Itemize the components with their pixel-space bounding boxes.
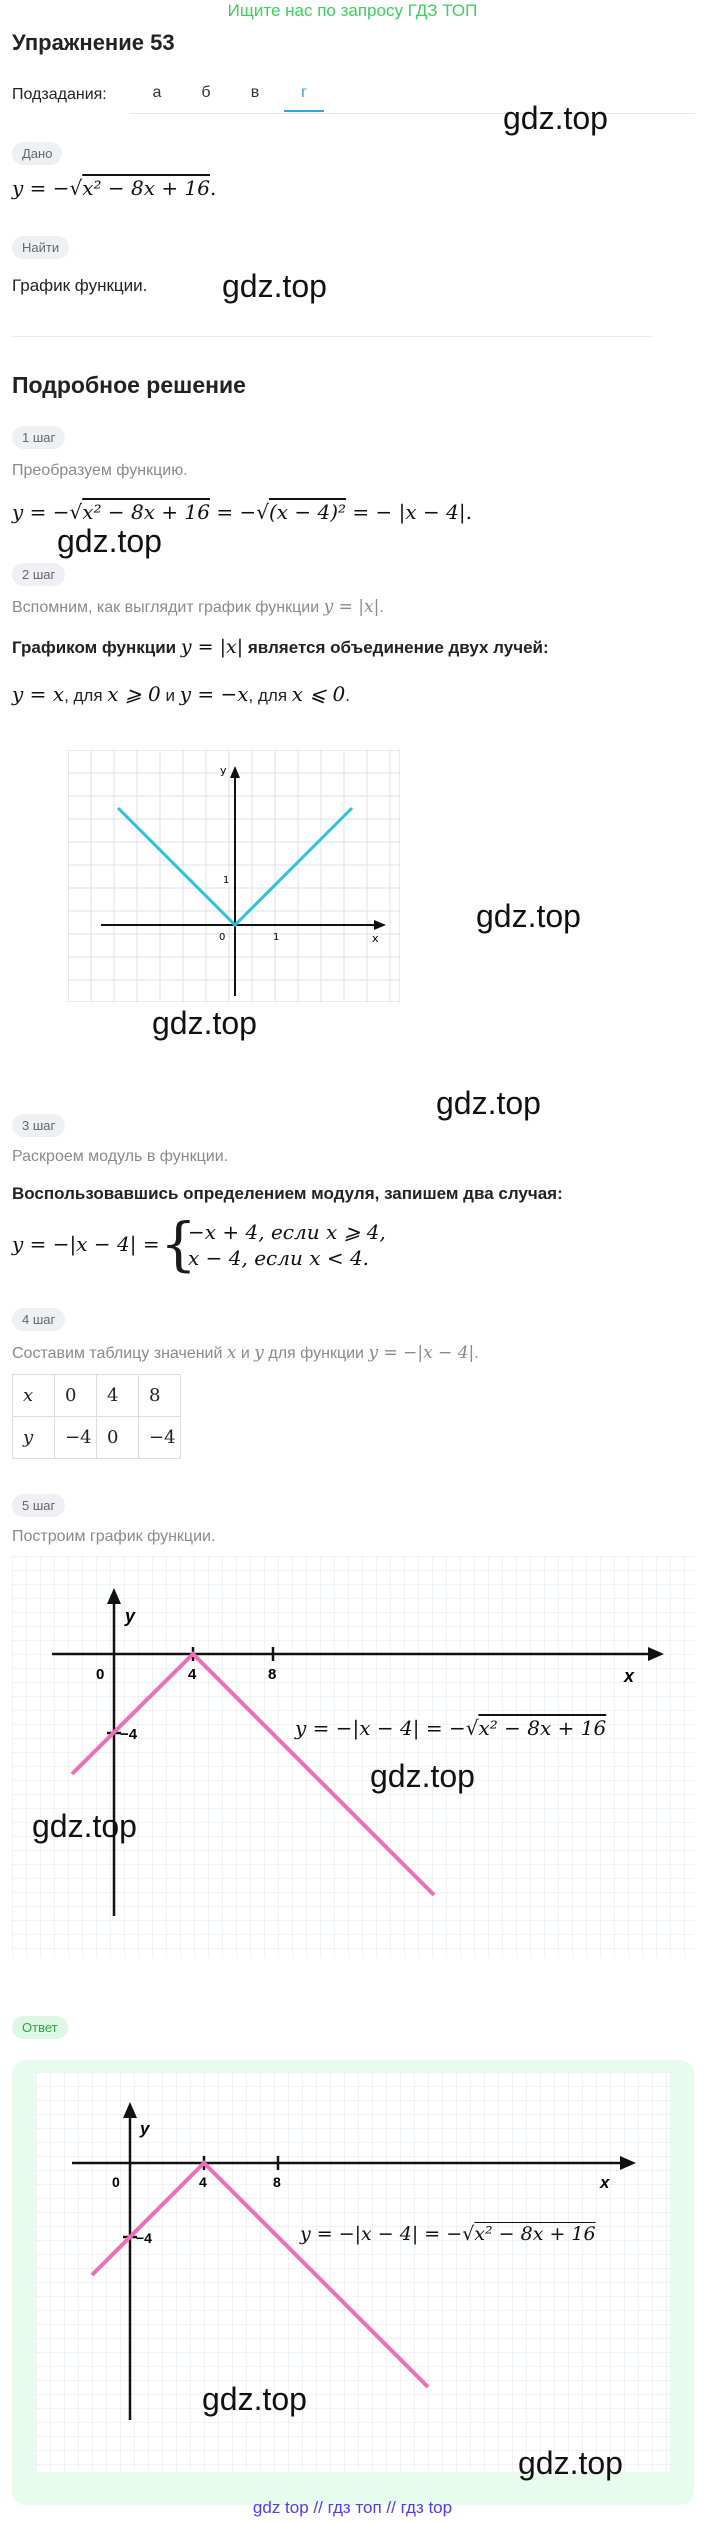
watermark: gdz.top: [370, 1758, 475, 1794]
section-divider: [12, 336, 652, 337]
find-badge: Найти: [12, 236, 69, 259]
step3-bold: Воспользовавшись определением модуля, запишем два случая:: [12, 1184, 563, 1203]
abs-graph: [68, 750, 400, 1002]
table-cell: −4: [139, 1417, 181, 1459]
subtasks-underline: [130, 113, 695, 114]
watermark: gdz.top: [202, 2381, 307, 2417]
answer-graph: [36, 2072, 670, 2472]
step3-case1: −x + 4, если x ⩾ 4,: [188, 1220, 386, 1244]
subtask-tab-g[interactable]: г: [284, 84, 324, 112]
step2-rays: y = x, для x ⩾ 0 и y = −x, для x ⩽ 0.: [12, 682, 350, 706]
origin-label: 0: [219, 932, 226, 943]
watermark: gdz.top: [518, 2445, 623, 2481]
table-row: [13, 1375, 181, 1417]
watermark: gdz.top: [503, 100, 608, 136]
table-cell: −4: [55, 1417, 97, 1459]
step1-badge: 1 шаг: [12, 426, 65, 449]
x-tick-4-label: 4: [199, 2174, 207, 2190]
step3-brace: {: [160, 1210, 197, 1278]
step5-graph: [12, 1556, 694, 1958]
footer-links[interactable]: gdz top // гдз топ // гдз top: [252, 2498, 453, 2517]
top-banner[interactable]: Ищите нас по запросу ГДЗ ТОП: [227, 1, 478, 20]
table-cell: 0: [55, 1375, 97, 1417]
step3-badge: 3 шаг: [12, 1114, 65, 1137]
y-tick-minus4-label: −4: [120, 1726, 138, 1743]
x-tick-8-label: 8: [273, 2174, 281, 2190]
step1-desc: Преобразуем функцию.: [12, 462, 188, 479]
watermark: gdz.top: [32, 1808, 137, 1844]
step3-desc: Раскроем модуль в функции.: [12, 1148, 229, 1165]
origin-label: 0: [96, 1666, 105, 1683]
step2-bold: Графиком функции y = |x| является объединение двух лучей:: [12, 636, 549, 658]
watermark: gdz.top: [152, 1005, 257, 1041]
step4-desc: Составим таблицу значений x и y для функции y = −|x − 4|.: [12, 1343, 479, 1363]
step4-badge: 4 шаг: [12, 1308, 65, 1331]
table-cell: 0: [97, 1417, 139, 1459]
origin-label: 0: [112, 2174, 120, 2190]
subtask-tab-a[interactable]: а: [152, 84, 162, 101]
x-label: x: [624, 1666, 635, 1686]
watermark: gdz.top: [436, 1085, 541, 1121]
watermark: gdz.top: [57, 523, 162, 559]
y-tick-minus4-label: −4: [136, 2230, 152, 2246]
answer-badge: Ответ: [12, 2016, 68, 2039]
subtask-tab-b[interactable]: б: [201, 84, 211, 101]
watermark: gdz.top: [476, 898, 581, 934]
find-text: График функции.: [12, 276, 148, 295]
table-row: [13, 1417, 181, 1459]
subtasks-label: Подзадания:: [12, 86, 107, 103]
x-tick-4-label: 4: [188, 1666, 197, 1683]
step5-badge: 5 шаг: [12, 1494, 65, 1517]
step5-desc: Построим график функции.: [12, 1528, 216, 1545]
y-tick-1: 1: [223, 875, 230, 886]
x-label: x: [600, 2173, 610, 2192]
table-cell: 8: [139, 1375, 181, 1417]
values-table: [12, 1374, 181, 1459]
answer-formula: y = −|x − 4| = −√x² − 8x + 16: [300, 2223, 596, 2245]
step1-formula: y = −√x² − 8x + 16 = −√(x − 4)² = − |x − 4|.: [12, 500, 472, 524]
given-badge: Дано: [12, 142, 62, 165]
table-cell: x: [13, 1375, 55, 1417]
step5-formula: y = −|x − 4| = −√x² − 8x + 16: [295, 1716, 607, 1740]
watermark: gdz.top: [222, 268, 327, 304]
y-label: y: [140, 2119, 150, 2138]
step3-case2: x − 4, если x < 4.: [188, 1246, 370, 1270]
x-tick-1: 1: [273, 932, 280, 943]
table-cell: y: [13, 1417, 55, 1459]
y-label: y: [220, 764, 227, 777]
x-label: x: [372, 932, 379, 945]
step2-desc: Вспомним, как выглядит график функции y = |x|.: [12, 597, 384, 617]
table-cell: 4: [97, 1375, 139, 1417]
step3-lhs: y = −|x − 4| =: [12, 1232, 160, 1256]
x-tick-8-label: 8: [268, 1666, 277, 1683]
subtask-tab-v[interactable]: в: [250, 84, 260, 101]
given-formula: y = −√x² − 8x + 16.: [12, 176, 217, 200]
step2-badge: 2 шаг: [12, 563, 65, 586]
solution-heading: Подробное решение: [12, 372, 246, 398]
page-title: Упражнение 53: [12, 30, 175, 55]
y-label: y: [125, 1606, 136, 1626]
